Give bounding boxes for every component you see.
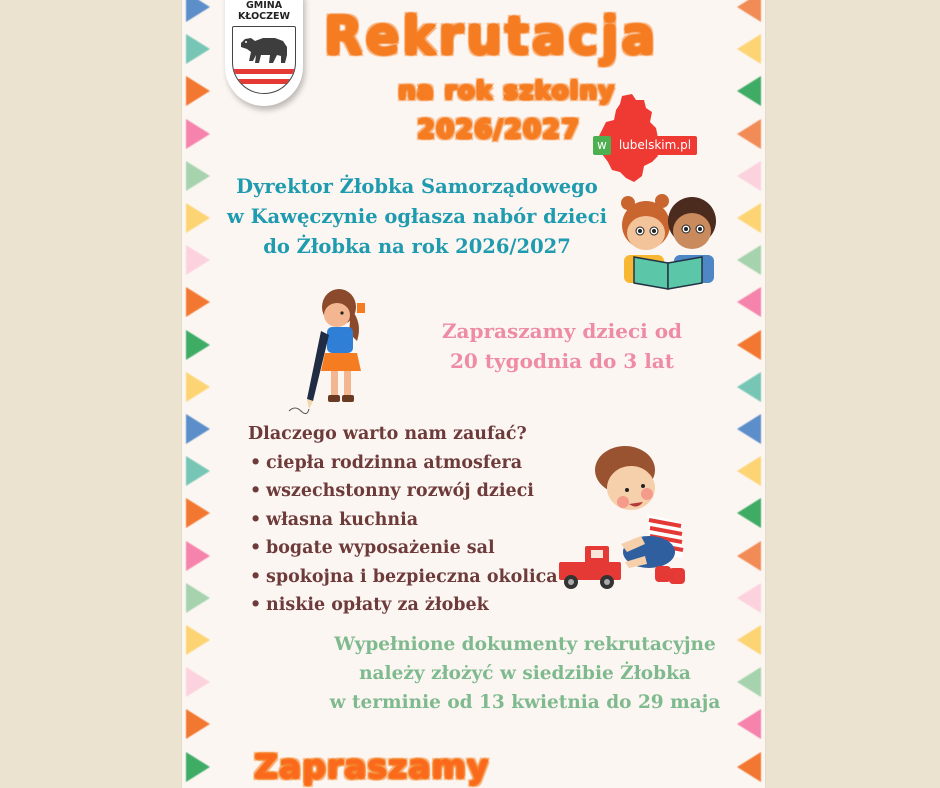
logo-name: lubelskim.pl — [613, 136, 697, 155]
bunting-triangle — [186, 330, 210, 360]
bunting-triangle — [186, 0, 210, 22]
bunting-triangle — [186, 161, 210, 191]
intro-text — [222, 172, 612, 262]
bunting-right — [731, 0, 761, 788]
crest-stripe — [233, 79, 295, 84]
bunting-triangle — [186, 34, 210, 64]
documents-line: należy złożyć w siedzibie Żłobka — [359, 663, 691, 684]
bunting-triangle — [186, 245, 210, 275]
bunting-triangle — [737, 119, 761, 149]
bunting-triangle — [737, 287, 761, 317]
documents-line: w terminie od 13 kwietnia do 29 maja — [329, 692, 721, 713]
bunting-triangle — [737, 541, 761, 571]
crest-line-2: KŁOCZEW — [237, 11, 291, 22]
bunting-triangle — [186, 119, 210, 149]
bunting-triangle — [186, 667, 210, 697]
bunting-triangle — [737, 667, 761, 697]
benefit-item: • ciepła rodzinna atmosfera — [248, 449, 558, 478]
bunting-triangle — [737, 372, 761, 402]
recruitment-poster — [182, 0, 765, 788]
bunting-triangle — [737, 456, 761, 486]
footer-invite-title: Zapraszamy — [254, 747, 490, 786]
why-title: Dlaczego warto nam zaufać? — [248, 424, 527, 444]
intro-line: w Kawęczynie ogłasza nabór dzieci — [227, 205, 607, 228]
bunting-triangle — [737, 76, 761, 106]
girl-with-pencil-illustration — [287, 283, 387, 418]
benefit-item: • wszechstonny rozwój dzieci — [248, 477, 558, 506]
invite-line: Zapraszamy dzieci od — [441, 319, 683, 343]
bunting-triangle — [737, 34, 761, 64]
bunting-triangle — [737, 414, 761, 444]
kids-reading-illustration — [602, 185, 732, 295]
crest-label — [238, 0, 290, 22]
crest-shield — [232, 26, 296, 94]
invite-line: 20 tygodnia do 3 lat — [450, 349, 674, 373]
lubelskim-logo[interactable] — [593, 136, 697, 155]
bunting-triangle — [737, 625, 761, 655]
bunting-triangle — [186, 498, 210, 528]
bunting-triangle — [737, 0, 761, 22]
boy-with-toy-truck-illustration — [557, 440, 697, 592]
crest-line-1: GMINA — [245, 0, 283, 11]
bunting-triangle — [186, 709, 210, 739]
bunting-triangle — [186, 752, 210, 782]
benefit-item: • niskie opłaty za żłobek — [248, 591, 558, 620]
benefit-item: • własna kuchnia — [248, 506, 558, 535]
bear-icon — [237, 33, 293, 65]
bunting-left — [186, 0, 216, 788]
intro-line: do Żłobka na rok 2026/2027 — [263, 235, 571, 258]
bunting-triangle — [186, 541, 210, 571]
bunting-triangle — [737, 161, 761, 191]
crest-stripe — [233, 69, 295, 74]
logo-prefix: w — [593, 136, 611, 155]
bunting-triangle — [737, 330, 761, 360]
bunting-triangle — [186, 76, 210, 106]
invite-text — [422, 316, 702, 376]
bunting-triangle — [737, 203, 761, 233]
bunting-triangle — [186, 625, 210, 655]
bunting-triangle — [737, 709, 761, 739]
bunting-triangle — [186, 203, 210, 233]
bunting-triangle — [737, 498, 761, 528]
benefit-item: • spokojna i bezpieczna okolica — [248, 563, 558, 592]
bunting-triangle — [186, 414, 210, 444]
bunting-triangle — [186, 456, 210, 486]
documents-info — [320, 630, 730, 717]
poster-subtitle: na rok szkolny — [398, 76, 616, 105]
gmina-crest — [225, 0, 303, 106]
intro-line: Dyrektor Żłobka Samorządowego — [236, 175, 598, 198]
poster-title: Rekrutacja — [324, 5, 659, 67]
bunting-triangle — [737, 583, 761, 613]
bunting-triangle — [737, 245, 761, 275]
poster-year: 2026/2027 — [417, 115, 581, 145]
bunting-triangle — [186, 372, 210, 402]
benefit-item: • bogate wyposażenie sal — [248, 534, 558, 563]
bunting-triangle — [737, 752, 761, 782]
documents-line: Wypełnione dokumenty rekrutacyjne — [334, 634, 716, 655]
bunting-triangle — [186, 583, 210, 613]
benefits-list — [248, 449, 558, 620]
bunting-triangle — [186, 287, 210, 317]
why-trust-us-section — [248, 420, 558, 620]
